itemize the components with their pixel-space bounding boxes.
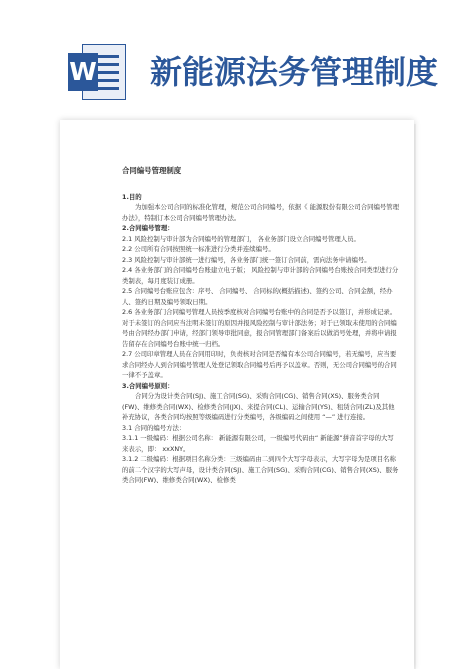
- section-purpose: 1.目的: [122, 192, 142, 201]
- paragraph: 为加强本公司合同的标准化管理，规范公司合同编号，依据《 能源股份有限公司合同编号管理办法》，特制订本公司合同编号管理办法。: [122, 203, 400, 222]
- header: [0, 0, 474, 120]
- document-content: [122, 166, 400, 486]
- document-heading: 合同编号管理制度: [122, 166, 182, 175]
- paragraph: 2.4 各业务部门的合同编号台账建立电子版； 风险控制与审计部的合同编号台账按合同类型进行分类制表，每月度装订成册。: [122, 266, 399, 285]
- word-icon-letter: W: [68, 53, 98, 91]
- document-page: [60, 120, 414, 669]
- paragraph: 合同分为设计类合同(SJ)、施工合同(SG)、采购合同(CG)、销售合同(XS)、服务类合同(FW)、维修类合同(WX)、检修类合同(JX)、来提合同(CL)、运输合同(YS)、租赁合同(ZL)及其他补充协议，各类合同均按照等级编码进行分类编号，各级编码之间使用 “—” 进行连接。: [122, 392, 395, 421]
- paragraph: 2.1 风险控制与审计部为合同编号的管理部门， 各业务部门设立合同编号管理人员。: [122, 234, 360, 243]
- paragraph: 3.1.2 二级编码：根据项目名称分类：三级编码由二到四个大写字母表示，大写字母为是项目名称的前二个汉字的大写声母，设计类合同(SJ)、施工合同(SG)、采购合同(CG)、销售合同(XS)、服务类合同(FW)、维修类合同(WX)、检修类: [122, 455, 399, 484]
- paragraph: 2.5 合同编号台账应包含：序号、 合同编号、 合同标的(概括描述)、签约公司、合同金额，经办人、签约日期及编号领取日期。: [122, 287, 393, 306]
- paragraph: 3.1 合同的编号方法：: [122, 423, 186, 432]
- paragraph: 2.3 风险控制与审计部统一进行编号，各业务部门统一签订合同前，需向法务申请编号。: [122, 255, 371, 264]
- paragraph: 2.6 各业务部门合同编号管理人员按季度核对合同编号台账中的合同是否予以签订，并形成记录。 对于未签订的合同应当注明未签订的原因并报风险控制与审计部法务；对于已领取未使用的合同编号由合同经办部门申请，经部门领导审批同意，报合同管理部门备案后以做消号处理，并将申请报告留存在合同编号台账中统一归档。: [122, 308, 397, 348]
- word-document-icon: [68, 44, 126, 100]
- paragraph: 3.1.1 一级编码：根据公司名称： 新能源有限公司，一级编号代码由“ 新能源”拼音首字母的大写来表示，即： xxXNY。: [122, 434, 394, 453]
- paragraph: 2.7 公司印章管理人员在合同用印时，负责核对合同是否编有本公司合同编号，若无编号，应当要求合同经办人到合同编号管理人处登记领取合同编号后再予以盖章。否则，无公司合同编号的合同一律不予盖章。: [122, 350, 397, 379]
- paragraph: 2.2 公司所有合同按照统一标准进行分类并连续编号。: [122, 245, 275, 253]
- section-number-management: 2.合同编号管理：: [122, 224, 174, 232]
- section-number-principles: 3.合同编号原则：: [122, 381, 174, 390]
- page-title: 新能源法务管理制度: [150, 53, 439, 91]
